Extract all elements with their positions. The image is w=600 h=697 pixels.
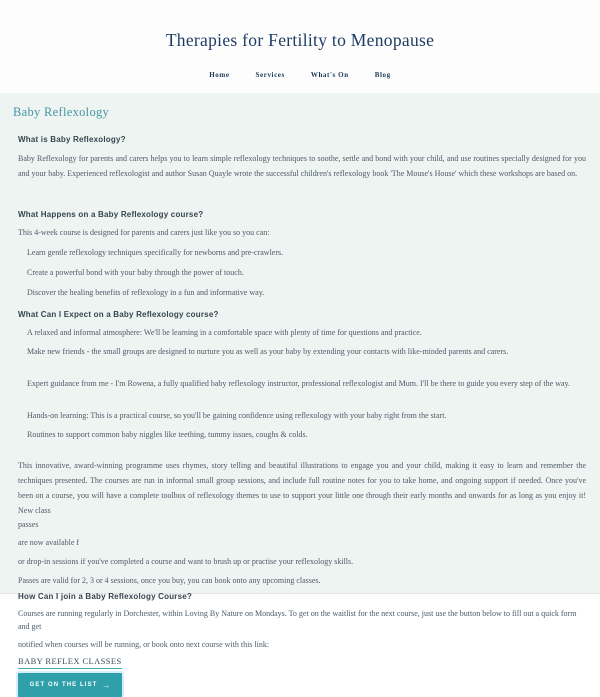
- site-header: [0, 0, 600, 93]
- para-fragment: Passes are valid for 2, 3 or 4 sessions, once you buy, you can book onto any upcoming classes.: [18, 576, 321, 585]
- list-item: Routines to support common baby niggles like teething, tummy issues, coughs & colds.: [27, 430, 308, 439]
- list-item: Hands-on learning: This is a practical course, so you'll be gaining confidence using reflexology with your baby right from the start.: [27, 411, 447, 420]
- heading-what-can-i-expect: What Can I Expect on a Baby Reflexology course?: [18, 310, 219, 319]
- list-item: Expert guidance from me - I'm Rowena, a fully qualified baby reflexology instructor, professional reflexologist and Mum. I'll be there to guide you every step of the way.: [27, 379, 570, 388]
- cta-label: GET ON THE LIST: [29, 682, 98, 688]
- para-fragment: passes: [18, 520, 39, 529]
- nav-item-services[interactable]: Services: [255, 71, 285, 79]
- nav-item-home[interactable]: Home: [209, 71, 230, 79]
- nav-item-blog[interactable]: Blog: [374, 71, 391, 79]
- para-fragment: are now available f: [18, 538, 80, 547]
- list-item: Make new friends - the small groups are designed to nurture you as well as your baby by extending your contacts with like-minded parents and carers.: [27, 347, 509, 356]
- get-on-the-list-button[interactable]: [18, 673, 122, 697]
- nav-item-whats-on[interactable]: What's On: [310, 71, 349, 79]
- list-item: Learn gentle reflexology techniques specifically for newborns and pre-crawlers.: [27, 248, 284, 257]
- para-programme: This innovative, award-winning programme uses rhymes, story telling and beautiful illustrations to engage you and your child, making it easy to learn and remember the techniques presented. The courses are run in informal small group sessions, and include full routine notes for you to take home, and ongoing support if needed. Once you've been on a course, you will have a complete toolbox of reflexology themes to use to support your little one through their early months and onwards for as long as you enjoy it! New class: [18, 461, 586, 515]
- main-nav: [0, 64, 600, 82]
- heading-how-can-i-join: How Can I join a Baby Reflexology Course?: [18, 592, 193, 601]
- arrow-right-icon: →: [102, 680, 111, 690]
- para-what-is: Baby Reflexology for parents and carers helps you to learn simple reflexology techniques to soothe, settle and bond with your child, and use routines specially designed for you and your baby. Experienced reflexologist and author Susan Quayle wrote the successful children's reflexology book 'The Mouse's House' which these workshops are based on.: [18, 154, 586, 178]
- list-item: Create a powerful bond with your baby through the power of touch.: [27, 268, 244, 277]
- para-course-intro: This 4-week course is designed for parents and carers just like you so you can:: [18, 228, 270, 237]
- content-area: [0, 93, 600, 690]
- content-inner: [13, 135, 586, 697]
- para-courses-line1: Courses are running regularly in Dorchester, within Loving By Nature on Mondays. To get on the waitlist for the next course, just use the button below to fill out a quick form and get: [18, 609, 577, 631]
- heading-what-happens: What Happens on a Baby Reflexology course?: [18, 210, 204, 219]
- para-courses-line2: notified when courses will be running, or book onto next course with this link:: [18, 640, 270, 649]
- list-item: Discover the healing benefits of reflexology in a fun and informative way.: [27, 288, 265, 297]
- page-title: Baby Reflexology: [13, 105, 110, 119]
- para-fragment: or drop-in sessions if you've completed a course and want to brush up or practise your reflexology skills.: [18, 557, 354, 566]
- site-title: Therapies for Fertility to Menopause: [165, 30, 435, 50]
- heading-what-is: What is Baby Reflexology?: [18, 135, 126, 144]
- list-item: A relaxed and informal atmosphere: We'll be learning in a comfortable space with plenty of time for questions and practice.: [27, 328, 422, 337]
- baby-reflex-classes-link[interactable]: BABY REFLEX CLASSES: [18, 656, 122, 669]
